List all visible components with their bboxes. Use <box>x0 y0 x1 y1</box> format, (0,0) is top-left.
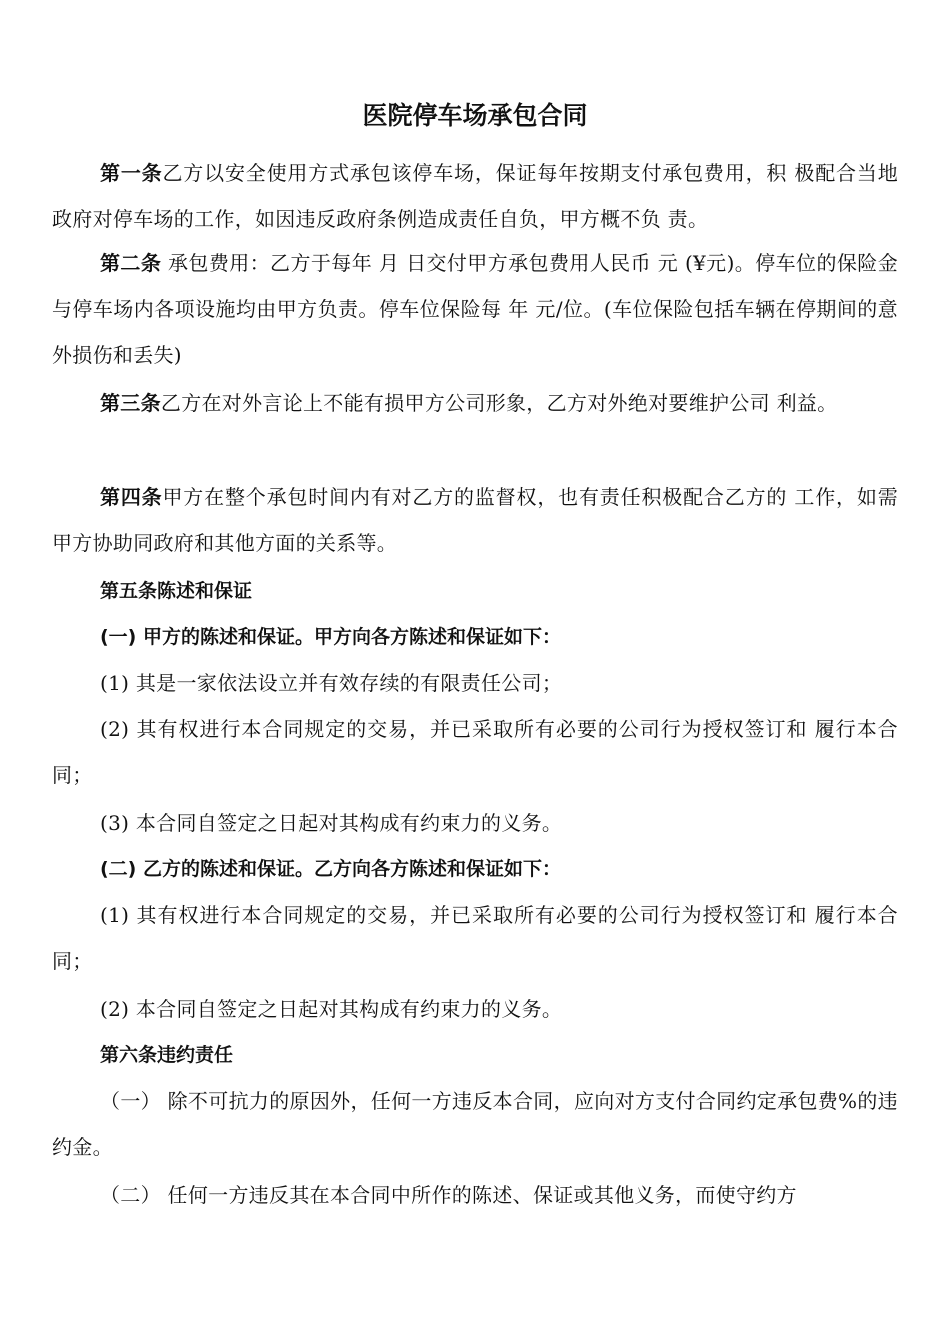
party-b-heading: (二) 乙方的陈述和保证。乙方向各方陈述和保证如下： <box>100 858 561 880</box>
article-1-text: 乙方以安全使用方式承包该停车场，保证每年按期支付承包费用，积 极配合当地政府对停车场的工作，如因违反政府条例造成责任自负，甲方概不负 责。 <box>52 161 898 231</box>
article-1 <box>52 150 898 242</box>
article-5-heading: 第五条陈述和保证 <box>100 580 253 602</box>
article-2-label: 第二条 <box>100 251 162 275</box>
article-1-label: 第一条 <box>100 161 163 185</box>
article-3 <box>52 380 898 426</box>
article-4-text: 甲方在整个承包时间内有对乙方的监督权，也有责任积极配合乙方的 工作，如需甲方协助同政府和其他方面的关系等。 <box>52 485 898 555</box>
party-b-item-1: (1) 其有权进行本合同规定的交易，并已采取所有必要的公司行为授权签订和 履行本合同； <box>52 903 898 973</box>
article-6-heading: 第六条违约责任 <box>100 1044 234 1066</box>
party-a-heading: (一) 甲方的陈述和保证。甲方向各方陈述和保证如下： <box>100 626 561 648</box>
article-6-clause-1: （一） 除不可抗力的原因外，任何一方违反本合同，应向对方支付合同约定承包费%的违约金。 <box>52 1089 898 1159</box>
article-6-clause-2: （二） 任何一方违反其在本合同中所作的陈述、保证或其他义务，而使守约方 <box>100 1183 797 1207</box>
party-a-item-3: (3) 本合同自签定之日起对其构成有约束力的义务。 <box>100 811 563 835</box>
party-a-item-1: (1) 其是一家依法设立并有效存续的有限责任公司； <box>100 671 563 695</box>
article-2-text: 承包费用：乙方于每年 月 日交付甲方承包费用人民币 元 (¥元)。停车位的保险金与停车场内各项设施均由甲方负责。停车位保险每 年 元/位。(车位保险包括车辆在停期间的意外损伤和丢失) <box>52 251 898 367</box>
article-3-text: 乙方在对外言论上不能有损甲方公司形象，乙方对外绝对要维护公司 利益。 <box>160 391 838 415</box>
article-3-label: 第三条 <box>100 391 161 415</box>
article-4 <box>52 474 898 566</box>
party-b-item-2: (2) 本合同自签定之日起对其构成有约束力的义务。 <box>100 997 563 1021</box>
article-4-label: 第四条 <box>100 485 163 509</box>
document-title: 医院停车场承包合同 <box>362 101 588 130</box>
party-a-item-2: (2) 其有权进行本合同规定的交易，并已采取所有必要的公司行为授权签订和 履行本合同； <box>52 717 898 787</box>
article-2 <box>52 240 898 378</box>
